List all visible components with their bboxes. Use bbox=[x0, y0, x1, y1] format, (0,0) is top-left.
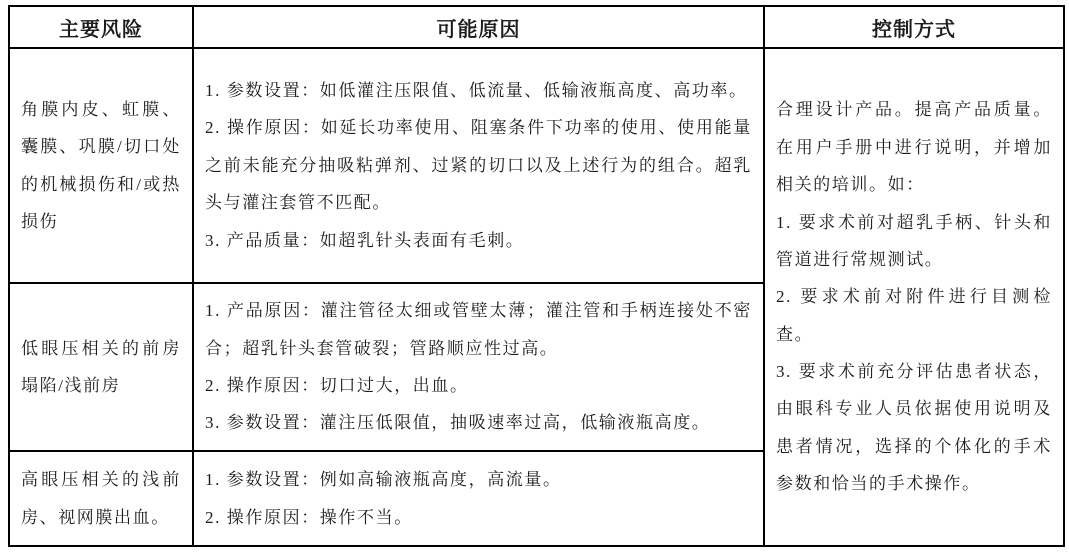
risk-cell-mechanical-thermal-injury bbox=[9, 48, 193, 283]
control-method-cell bbox=[764, 48, 1064, 546]
cause-item: 2. 操作原因：操作不当。 bbox=[205, 507, 413, 527]
cause-item: 3. 参数设置：灌注压低限值，抽吸速率过高，低输液瓶高度。 bbox=[205, 413, 711, 433]
risk-analysis-table bbox=[8, 5, 1065, 547]
cause-item: 1. 参数设置：例如高输液瓶高度，高流量。 bbox=[205, 470, 562, 490]
risk-text: 低眼压相关的前房塌陷/浅前房 bbox=[21, 338, 181, 395]
control-item: 3. 要求术前充分评估患者状态，由眼科专业人员依据使用说明及患者情况，选择的个体化的手术参数和恰当的手术操作。 bbox=[776, 362, 1052, 494]
cause-item: 3. 产品质量：如超乳针头表面有毛刺。 bbox=[205, 230, 525, 250]
header-possible-cause: 可能原因 bbox=[193, 6, 764, 48]
control-intro: 合理设计产品。提高产品质量。在用户手册中进行说明，并增加相关的培训。如： bbox=[776, 100, 1052, 195]
header-control-method: 控制方式 bbox=[764, 6, 1064, 48]
risk-text: 角膜内皮、虹膜、囊膜、巩膜/切口处的机械损伤和/或热损伤 bbox=[21, 99, 181, 231]
control-item: 1. 要求术前对超乳手柄、针头和管道进行常规测试。 bbox=[776, 212, 1052, 269]
cause-cell-mechanical-thermal-injury bbox=[193, 48, 764, 283]
cause-item: 2. 操作原因：如延长功率使用、阻塞条件下功率的使用、使用能量之前未能充分抽吸粘弹剂、过紧的切口以及上述行为的组合。超乳头与灌注套管不匹配。 bbox=[205, 118, 752, 213]
control-item: 2. 要求术前对附件进行目测检查。 bbox=[776, 287, 1052, 344]
cause-item: 1. 参数设置：如低灌注压限值、低流量、低输液瓶高度、高功率。 bbox=[205, 81, 748, 101]
risk-cell-low-iop-collapse bbox=[9, 283, 193, 451]
table-header-row bbox=[9, 6, 1064, 48]
cause-item: 2. 操作原因：切口过大，出血。 bbox=[205, 376, 469, 395]
header-main-risk: 主要风险 bbox=[9, 6, 193, 48]
risk-text: 高眼压相关的浅前房、视网膜出血。 bbox=[21, 470, 181, 527]
cause-cell-high-iop-hemorrhage bbox=[193, 451, 764, 546]
risk-cell-high-iop-hemorrhage bbox=[9, 451, 193, 546]
cause-cell-low-iop-collapse bbox=[193, 283, 764, 451]
cause-item: 1. 产品原因：灌注管径太细或管壁太薄；灌注管和手柄连接处不密合；超乳针头套管破裂；管路顺应性过高。 bbox=[205, 301, 752, 358]
table-row-mechanical-thermal-injury bbox=[9, 48, 1064, 283]
